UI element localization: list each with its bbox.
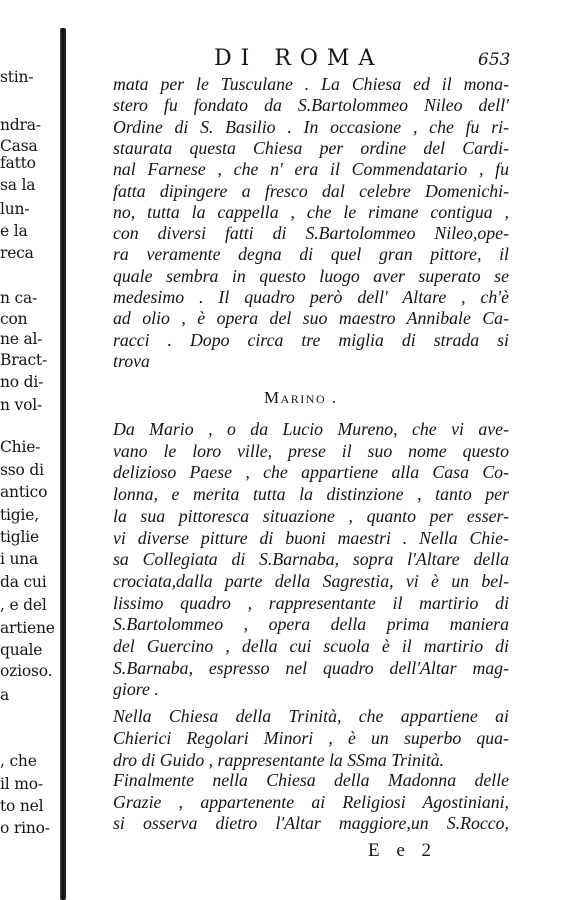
text-line: del Guercino , della cui scuola è il martirio di bbox=[113, 636, 509, 656]
text-line: nal Farnese , che n' era il Commendatario , fu bbox=[113, 159, 509, 180]
left-page-line: reca bbox=[0, 244, 34, 262]
left-page-line: ozioso. bbox=[0, 662, 53, 680]
text-line: stero fu fondato da S.Bartolommeo Nileo dell' bbox=[113, 95, 509, 116]
text-line: vi diverse pitture di buoni maestri . Nella Chie- bbox=[113, 527, 509, 548]
left-page-line: antico bbox=[0, 483, 48, 501]
text-line: mata per le Tusculane . La Chiesa ed il mona- bbox=[113, 74, 509, 94]
left-page-line: lun- bbox=[0, 200, 30, 218]
left-page-line: da cui bbox=[0, 573, 47, 591]
left-page-line: Casa bbox=[0, 137, 38, 155]
left-page-fragment bbox=[0, 0, 62, 900]
running-header: DI ROMA bbox=[214, 46, 384, 71]
left-page-line: , che bbox=[0, 752, 37, 770]
left-page-line: e la bbox=[0, 222, 28, 240]
text-line: sa Collegiata di S.Barnaba, sopra l'Altare della bbox=[113, 549, 509, 570]
left-page-line: ne al- bbox=[0, 330, 43, 348]
text-line: Chierici Regolari Minori , è un superbo qua- bbox=[113, 728, 509, 748]
left-page-line: o rino- bbox=[0, 819, 50, 837]
text-line: Finalmente nella Chiesa della Madonna delle bbox=[113, 770, 509, 790]
left-page-line: no di- bbox=[0, 373, 44, 391]
text-line: Grazie , appartenente ai Religiosi Agostiniani, bbox=[113, 791, 509, 812]
text-line: lissimo quadro , rappresentante il martirio di bbox=[113, 592, 509, 613]
text-line: S.Bartolommeo , opera della prima maniera bbox=[113, 614, 509, 635]
section-title: Marino . bbox=[264, 388, 338, 407]
text-line: lonna, e merita tutta la distinzione , tanto per bbox=[113, 484, 509, 505]
left-page-line: quale bbox=[0, 641, 43, 659]
left-page-line: Bract- bbox=[0, 351, 47, 369]
left-page-line: tiglie bbox=[0, 528, 39, 546]
text-line: Da Mario , o da Lucio Mureno, che vi ave- bbox=[113, 419, 509, 439]
text-line: medesimo . Il quadro però dell' Altare , ch'è bbox=[113, 287, 509, 307]
text-line: si osserva dietro l'Altar maggiore,un S.Rocco, bbox=[113, 813, 509, 834]
left-page-line: con bbox=[0, 310, 28, 328]
text-line: con diversi fatti di S.Bartolommeo Nileo,ope- bbox=[113, 223, 509, 244]
text-line: Ordine di S. Basilio . In occasione , che fu ri- bbox=[113, 116, 509, 137]
left-page-line: sa la bbox=[0, 176, 36, 194]
left-page-line: sso di bbox=[0, 461, 44, 479]
left-page-line: a bbox=[0, 686, 10, 704]
text-line: ra veramente degna di quel gran pittore, il bbox=[113, 244, 509, 265]
left-page-line: artiene bbox=[0, 619, 55, 637]
text-line: vano le loro ville, prese il suo nome questo bbox=[113, 440, 509, 461]
text-line: Nella Chiesa della Trinità, che appartiene ai bbox=[113, 706, 509, 726]
left-page-line: i una bbox=[0, 550, 39, 568]
left-page-line: stin- bbox=[0, 68, 34, 86]
left-page-line: fatto bbox=[0, 154, 36, 172]
text-line: no, tutta la cappella , che le rimane contigua , bbox=[113, 201, 509, 222]
text-line: quale sembra in questo luogo aver superato se bbox=[113, 265, 509, 286]
left-page-line: tigie, bbox=[0, 506, 39, 524]
left-page-line: ndra- bbox=[0, 116, 41, 134]
left-page-line: il mo- bbox=[0, 775, 43, 793]
text-line: la sua pittoresca situazione , quanto per esser- bbox=[113, 505, 509, 526]
text-line: fatta dipingere a fresco dal celebre Domenichi- bbox=[113, 180, 509, 201]
text-line: crociata,dalla parte della Sagrestia, vi è un bel- bbox=[113, 570, 509, 591]
text-line: dro di Guido , rappresentante la SSma Trinità. bbox=[113, 750, 445, 770]
left-page-line: n vol- bbox=[0, 396, 42, 414]
text-line: S.Barnaba, espresso nel quadro dell'Altar mag- bbox=[113, 657, 509, 678]
book-gutter bbox=[60, 28, 66, 900]
text-line: racci . Dopo circa tre miglia di strada si bbox=[113, 329, 509, 350]
left-page-line: n ca- bbox=[0, 289, 38, 307]
page-number: 653 bbox=[478, 50, 511, 70]
text-line: trova bbox=[113, 350, 150, 371]
text-line: giore . bbox=[113, 679, 159, 700]
signature-mark: E e 2 bbox=[368, 840, 438, 861]
text-line: delizioso Paese , che appartiene alla Casa Co- bbox=[113, 462, 509, 483]
left-page-line: to nel bbox=[0, 797, 44, 815]
text-line: staurata questa Chiesa per ordine del Cardi- bbox=[113, 137, 509, 158]
left-page-line: , e del bbox=[0, 596, 47, 614]
left-page-line: Chie- bbox=[0, 438, 41, 456]
text-line: ad olio , è opera del suo maestro Annibale Ca- bbox=[113, 308, 509, 329]
